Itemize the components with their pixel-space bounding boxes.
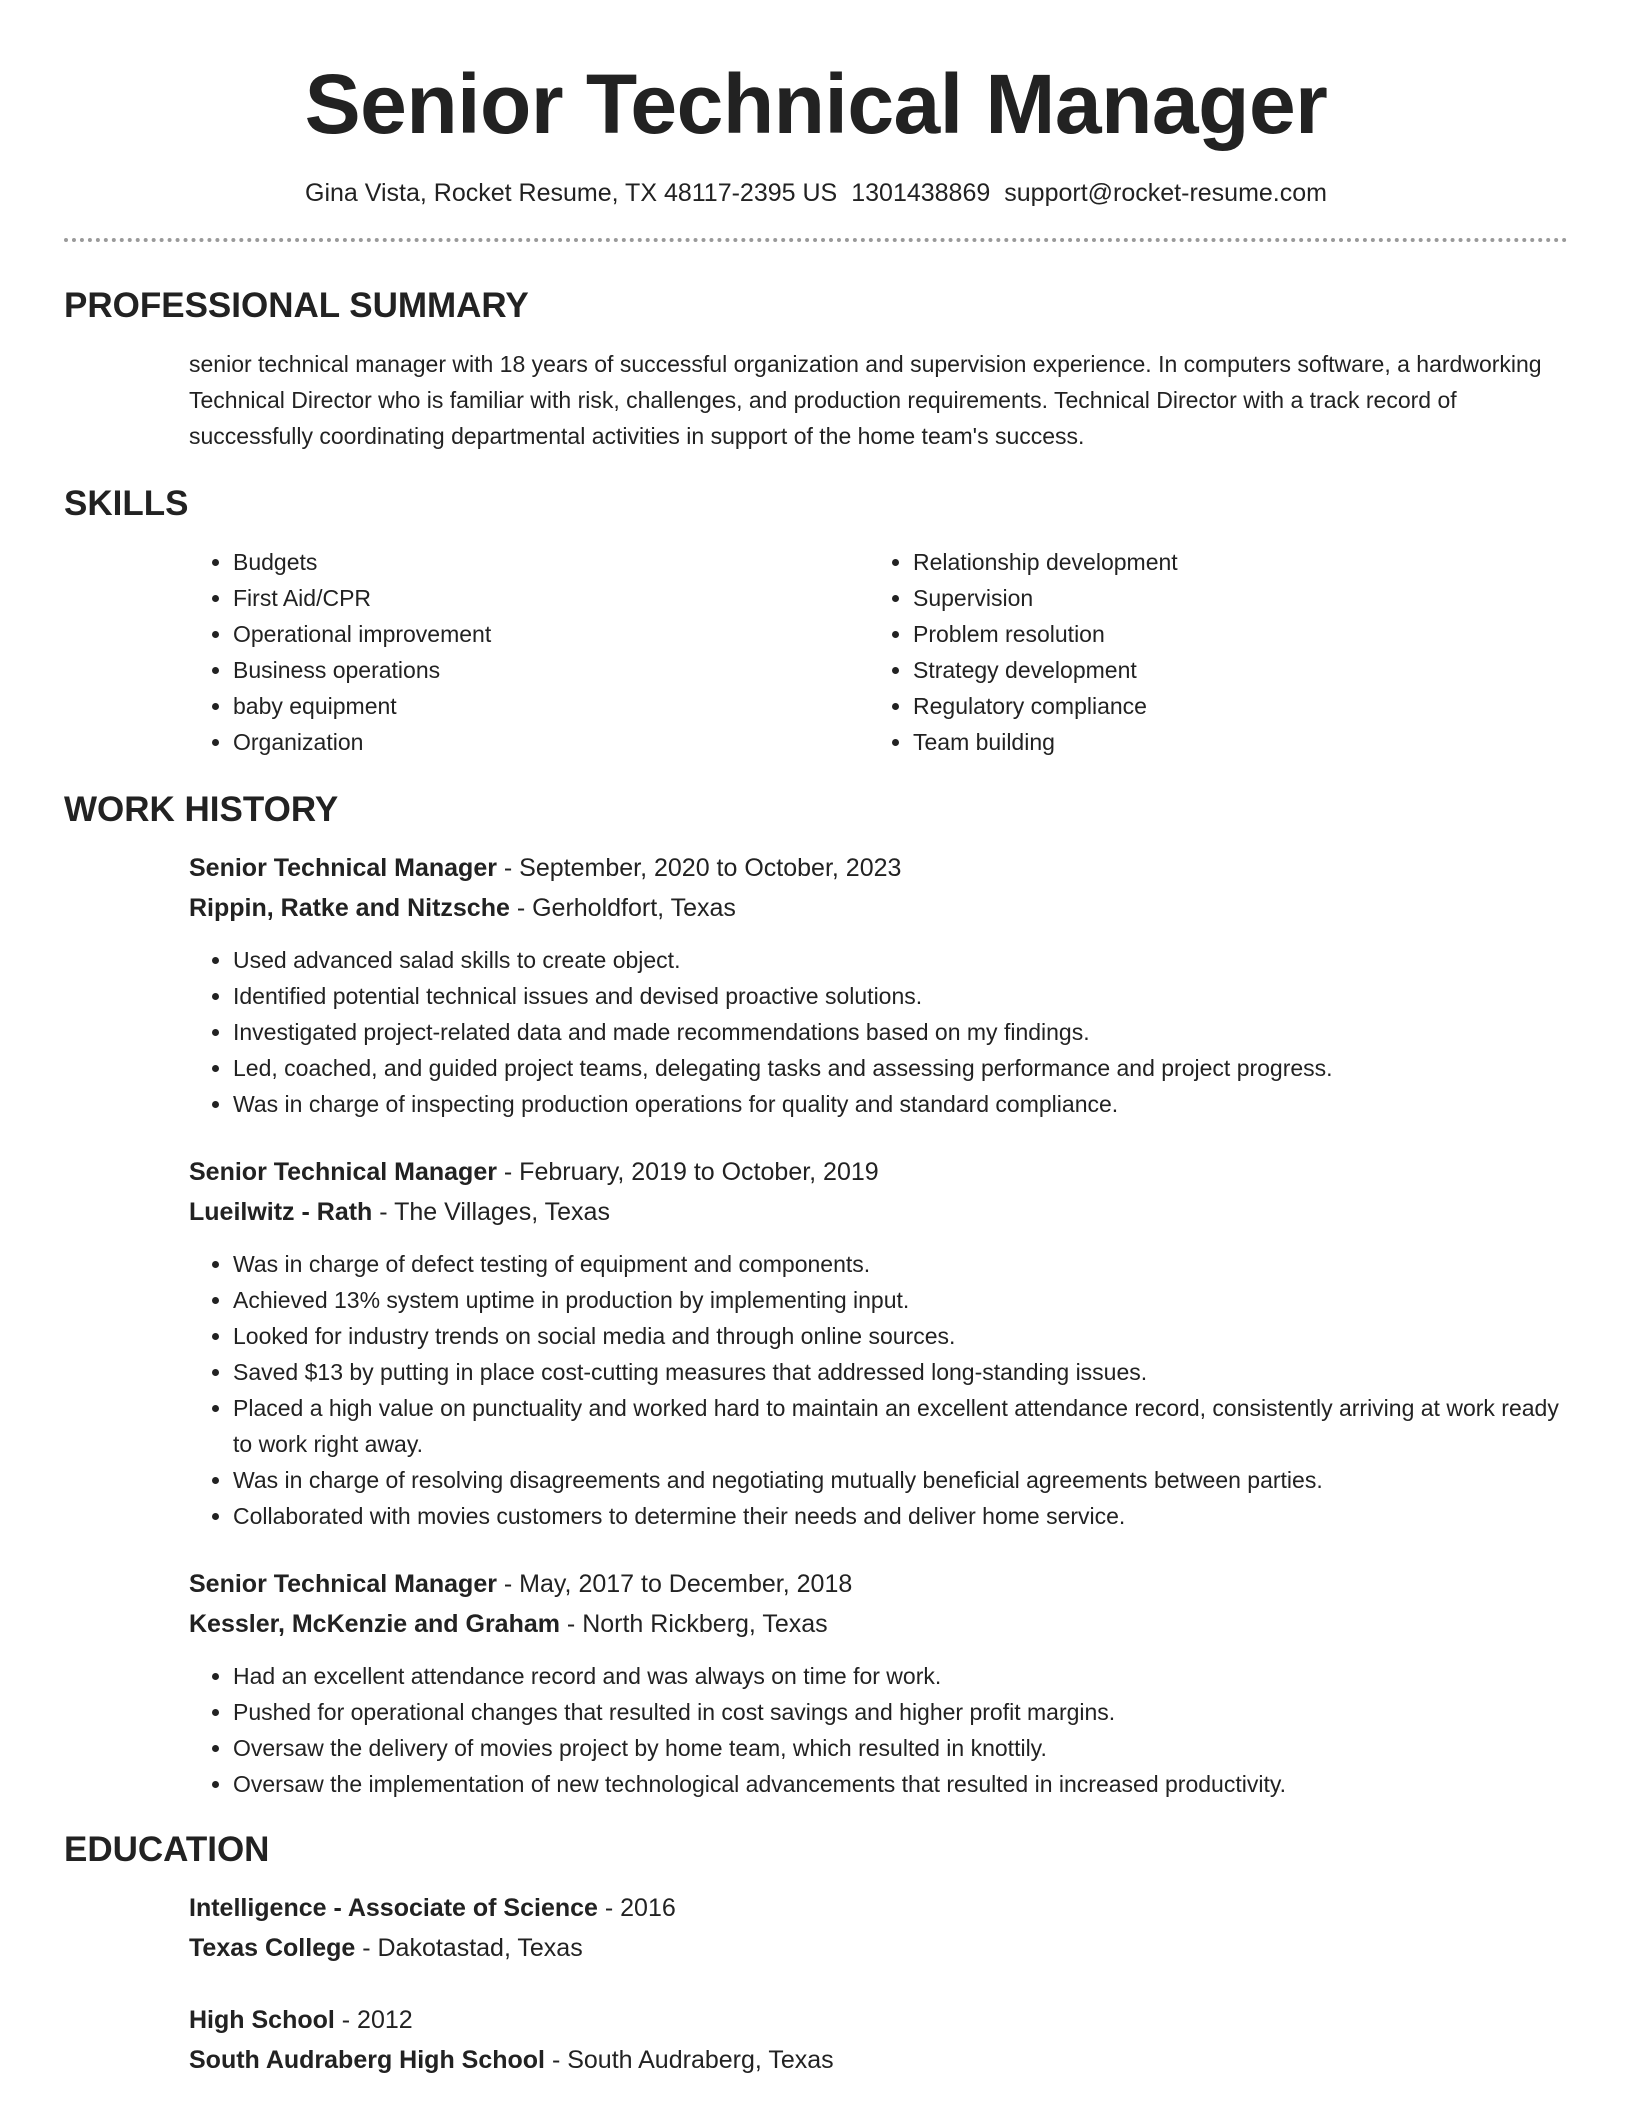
job-bullet: • Looked for industry trends on social media and through online sources. xyxy=(233,1318,1568,1354)
education-entry xyxy=(189,1888,1568,1968)
education-location: - Dakotastad, Texas xyxy=(355,1934,583,1962)
skill-item: • Operational improvement xyxy=(233,616,869,652)
job-bullet: • Led, coached, and guided project teams, delegating tasks and assessing performance and project progress. xyxy=(233,1050,1568,1086)
job-company: Lueilwitz - Rath xyxy=(189,1198,373,1226)
job-entry xyxy=(189,1152,1568,1534)
education-school: Texas College xyxy=(189,1934,356,1962)
job-location: - The Villages, Texas xyxy=(372,1198,610,1226)
skills-column-right xyxy=(869,544,1549,760)
skill-item: • Regulatory compliance xyxy=(913,688,1549,724)
job-role-line xyxy=(189,1564,1568,1604)
job-bullet: • Oversaw the delivery of movies project by home team, which resulted in knottily. xyxy=(233,1730,1568,1766)
job-role: Senior Technical Manager xyxy=(189,1570,497,1598)
education-degree: High School xyxy=(189,2006,335,2034)
job-bullet: • Used advanced salad skills to create object. xyxy=(233,942,1568,978)
summary-heading: PROFESSIONAL SUMMARY xyxy=(64,286,529,325)
job-location: - Gerholdfort, Texas xyxy=(509,894,736,922)
job-company: Rippin, Ratke and Nitzsche xyxy=(189,894,510,922)
job-bullet: • Was in charge of inspecting production operations for quality and standard compliance. xyxy=(233,1086,1568,1122)
job-bullet: • Placed a high value on punctuality and worked hard to maintain an excellent attendance record, consistently arriving at work ready to work right away. xyxy=(233,1390,1568,1462)
job-role: Senior Technical Manager xyxy=(189,854,497,882)
skill-item: • Strategy development xyxy=(913,652,1549,688)
work-history-section xyxy=(64,788,1568,1802)
job-bullet: • Identified potential technical issues and devised proactive solutions. xyxy=(233,978,1568,1014)
job-bullet: • Achieved 13% system uptime in production by implementing input. xyxy=(233,1282,1568,1318)
summary-section xyxy=(64,284,1568,454)
summary-text: senior technical manager with 18 years of successful organization and supervision experience. In computers software, a hardworking Technical Director who is familiar with risk, challenges, and production requirements. Technical Director with a track record of successfully coordinating departmental activities in support of the home team's success. xyxy=(189,351,1542,449)
contact-phone: 1301438869 xyxy=(851,179,991,207)
job-bullet: • Pushed for operational changes that resulted in cost savings and higher profit margins. xyxy=(233,1694,1568,1730)
job-entry xyxy=(189,848,1568,1122)
skills-section xyxy=(64,482,1568,760)
job-bullet: • Had an excellent attendance record and was always on time for work. xyxy=(233,1658,1568,1694)
education-location: - South Audraberg, Texas xyxy=(545,2046,834,2074)
skill-item: • Team building xyxy=(913,724,1549,760)
job-bullet: • Was in charge of resolving disagreements and negotiating mutually beneficial agreements between parties. xyxy=(233,1462,1568,1498)
job-bullet: • Saved $13 by putting in place cost-cutting measures that addressed long-standing issues. xyxy=(233,1354,1568,1390)
education-section xyxy=(64,1828,1568,2080)
contact-address: Gina Vista, Rocket Resume, TX 48117-2395 US xyxy=(305,179,838,207)
education-degree-line xyxy=(189,2000,1568,2040)
job-dates: - February, 2019 to October, 2019 xyxy=(496,1158,879,1186)
education-school-line xyxy=(189,2040,1568,2080)
job-dates: - May, 2017 to December, 2018 xyxy=(496,1570,853,1598)
job-company-line xyxy=(189,1192,1568,1232)
job-role-line xyxy=(189,1152,1568,1192)
education-entry xyxy=(189,2000,1568,2080)
job-dates: - September, 2020 to October, 2023 xyxy=(496,854,902,882)
job-company-line xyxy=(189,888,1568,928)
job-location: - North Rickberg, Texas xyxy=(559,1610,828,1638)
education-school-line xyxy=(189,1928,1568,1968)
contact-line xyxy=(64,176,1568,210)
job-bullet: • Was in charge of defect testing of equipment and components. xyxy=(233,1246,1568,1282)
education-year: - 2012 xyxy=(334,2006,413,2034)
skills-column-left xyxy=(189,544,869,760)
resume-title: Senior Technical Manager xyxy=(304,57,1328,151)
skill-item: • Budgets xyxy=(233,544,869,580)
resume-page xyxy=(64,0,1568,2112)
job-bullet: • Collaborated with movies customers to determine their needs and deliver home service. xyxy=(233,1498,1568,1534)
work-history-heading: WORK HISTORY xyxy=(64,790,339,829)
job-role-line xyxy=(189,848,1568,888)
job-company-line xyxy=(189,1604,1568,1644)
header-divider xyxy=(64,238,1568,242)
education-school: South Audraberg High School xyxy=(189,2046,546,2074)
education-degree-line xyxy=(189,1888,1568,1928)
education-heading: EDUCATION xyxy=(64,1830,270,1869)
job-entry xyxy=(189,1564,1568,1802)
contact-email: support@rocket-resume.com xyxy=(1004,179,1327,207)
job-bullet: • Investigated project-related data and made recommendations based on my findings. xyxy=(233,1014,1568,1050)
skill-item: • Problem resolution xyxy=(913,616,1549,652)
job-bullet: • Oversaw the implementation of new technological advancements that resulted in increased productivity. xyxy=(233,1766,1568,1802)
skill-item: • Business operations xyxy=(233,652,869,688)
education-year: - 2016 xyxy=(597,1894,676,1922)
job-company: Kessler, McKenzie and Graham xyxy=(189,1610,560,1638)
skill-item: • Relationship development xyxy=(913,544,1549,580)
skill-item: • Supervision xyxy=(913,580,1549,616)
skill-item: • First Aid/CPR xyxy=(233,580,869,616)
skill-item: • Organization xyxy=(233,724,869,760)
job-role: Senior Technical Manager xyxy=(189,1158,497,1186)
skills-heading: SKILLS xyxy=(64,484,189,523)
skill-item: • baby equipment xyxy=(233,688,869,724)
education-degree: Intelligence - Associate of Science xyxy=(189,1894,598,1922)
